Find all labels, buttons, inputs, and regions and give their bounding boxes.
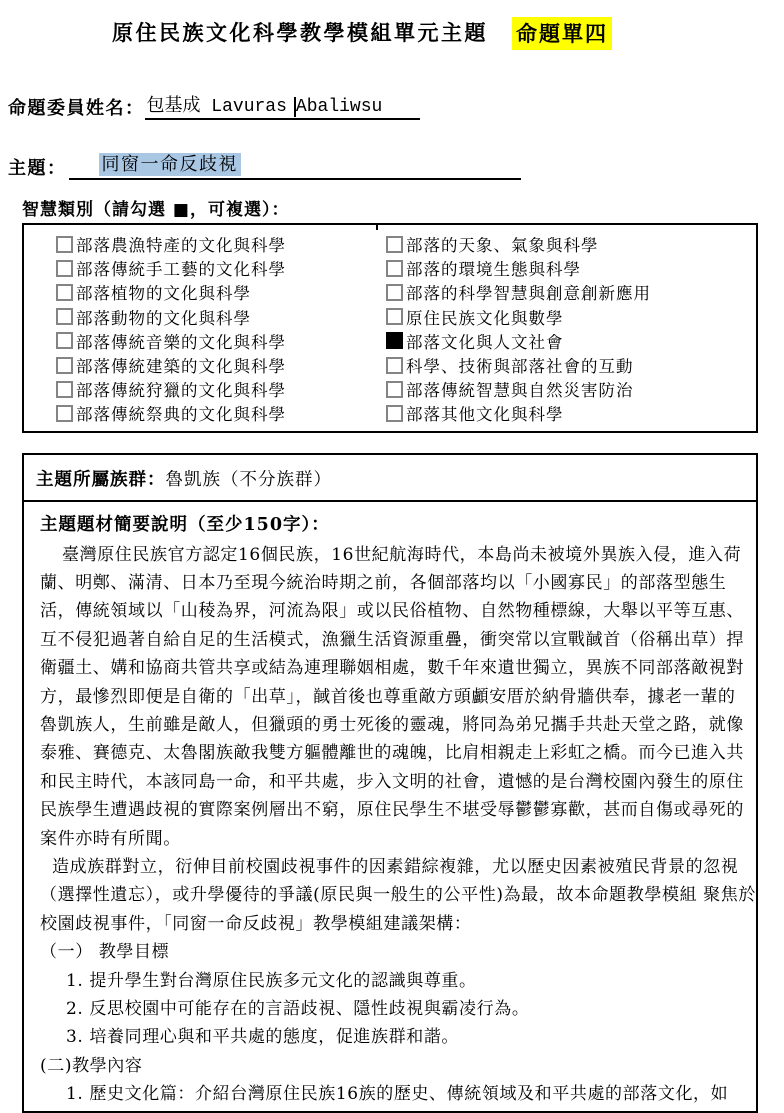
column-divider-tick	[376, 225, 378, 230]
category-grid	[24, 232, 756, 426]
checkbox-item[interactable]	[56, 305, 386, 329]
committee-name-part2: Abaliwsu	[295, 97, 383, 117]
checkbox-unchecked-icon[interactable]	[56, 308, 73, 325]
checkbox-item-label: 部落農漁特產的文化與科學	[76, 236, 286, 256]
description-line: (二)教學內容	[40, 1055, 143, 1076]
checkbox-item-label: 部落植物的文化與科學	[76, 284, 251, 304]
unit-badge: 命題單四	[512, 17, 612, 50]
checkbox-unchecked-icon[interactable]	[56, 332, 73, 349]
details-box	[22, 453, 758, 1113]
checkbox-item[interactable]	[56, 377, 386, 401]
description-line: 衛疆土、媾和協商共管共享或結為連理聯姻相處，數千年來遺世獨立，異族不同部落敵視對	[40, 658, 744, 679]
checkbox-item-label: 部落的科學智慧與創意創新應用	[406, 284, 651, 304]
category-box	[22, 223, 758, 433]
checkbox-item-label: 部落的環境生態與科學	[406, 260, 581, 280]
checkbox-item-label: 部落傳統音樂的文化與科學	[76, 332, 286, 352]
description-line: （選擇性遺忘），或升學優待的爭議(原民與一般生的公平性)為最，故本命題教學模組 聚焦於	[40, 885, 756, 906]
checkbox-item-label: 部落文化與人文社會	[406, 332, 564, 352]
description-section	[24, 502, 756, 1111]
checkbox-item[interactable]	[386, 280, 756, 304]
description-line: 魯凱族人，生前雖是敵人，但獵頭的勇士死後的靈魂，將同為弟兄攜手共赴天堂之路，就像	[40, 714, 744, 735]
description-line: 臺灣原住民族官方認定16個民族，16世紀航海時代，本島尚未被境外異族入侵，進入荷	[62, 544, 742, 565]
description-line: 蘭、明鄭、滿清、日本乃至現今統治時期之前，各個部落均以「小國寡民」的部落型態生	[40, 572, 727, 593]
description-label: 主題題材簡要說明（至少150字）：	[40, 514, 330, 535]
topic-field[interactable]	[69, 150, 521, 180]
description-line: 和民主時代，本該同島一命，和平共處，步入文明的社會，遺憾的是台灣校園內發生的原住	[40, 771, 744, 792]
title-row	[0, 0, 754, 50]
page-title: 原住民族文化科學教學模組單元主題	[112, 20, 488, 45]
topic-label: 主題：	[8, 158, 67, 179]
topic-value-selected: 同窗一命反歧視	[99, 153, 242, 176]
checkbox-unchecked-icon[interactable]	[386, 284, 403, 301]
group-value: 魯凱族（不分族群）	[165, 469, 332, 490]
checkbox-item-label: 原住民族文化與數學	[406, 308, 564, 328]
group-row	[24, 455, 756, 502]
checkbox-item[interactable]	[386, 232, 756, 256]
group-label: 主題所屬族群：	[36, 469, 166, 490]
checkbox-item[interactable]	[386, 377, 756, 401]
description-line: （一） 教學目標	[40, 942, 170, 963]
checkbox-item[interactable]	[386, 401, 756, 425]
checkbox-item-label: 部落傳統建築的文化與科學	[76, 357, 286, 377]
checkbox-item[interactable]	[56, 401, 386, 425]
checkbox-item[interactable]	[386, 256, 756, 280]
checkbox-unchecked-icon[interactable]	[56, 357, 73, 374]
committee-name-label: 命題委員姓名：	[8, 98, 145, 119]
description-line: 1. 歷史文化篇：介紹台灣原住民族16族的歷史、傳統領域及和平共處的部落文化，如	[66, 1084, 729, 1105]
checkbox-unchecked-icon[interactable]	[386, 381, 403, 398]
checkbox-item[interactable]	[56, 353, 386, 377]
checkbox-unchecked-icon[interactable]	[56, 381, 73, 398]
checkbox-item-label: 部落傳統祭典的文化與科學	[76, 405, 286, 425]
checkbox-item[interactable]	[56, 256, 386, 280]
checkbox-unchecked-icon[interactable]	[56, 260, 73, 277]
checkbox-item[interactable]	[386, 305, 756, 329]
checkbox-item-label: 部落傳統手工藝的文化科學	[76, 260, 286, 280]
checkbox-item-label: 部落其他文化與科學	[406, 405, 564, 425]
category-header: 智慧類別（請勾選 ■，可複選）：	[22, 200, 290, 220]
checkbox-item-label: 部落動物的文化與科學	[76, 308, 251, 328]
checkbox-unchecked-icon[interactable]	[56, 405, 73, 422]
checkbox-item[interactable]	[386, 353, 756, 377]
description-line: 民族學生遭遇歧視的實際案例層出不窮，原住民學生不堪受辱鬱鬱寡歡，甚而自傷或尋死的	[40, 800, 744, 821]
checkbox-unchecked-icon[interactable]	[386, 405, 403, 422]
checkbox-unchecked-icon[interactable]	[386, 308, 403, 325]
description-lines	[40, 541, 756, 1109]
checkbox-unchecked-icon[interactable]	[386, 357, 403, 374]
checkbox-item-label: 部落傳統智慧與自然災害防治	[406, 381, 634, 401]
description-line: 2. 反思校園中可能存在的言語歧視、隱性歧視與霸凌行為。	[66, 999, 530, 1019]
checkbox-item-label: 部落的天象、氣象與科學	[406, 236, 599, 256]
checkbox-item-label: 科學、技術與部落社會的互動	[406, 357, 634, 377]
committee-row	[8, 91, 784, 120]
category-column-right	[386, 232, 756, 426]
checkbox-item[interactable]	[56, 329, 386, 353]
committee-name-field[interactable]	[145, 91, 421, 120]
checkbox-item-label: 部落傳統狩獵的文化與科學	[76, 381, 286, 401]
description-line: 造成族群對立，衍伸目前校園歧視事件的因素錯綜複雜，尤以歷史因素被殖民背景的忽視	[52, 856, 739, 877]
checkbox-unchecked-icon[interactable]	[386, 260, 403, 277]
checkbox-unchecked-icon[interactable]	[56, 284, 73, 301]
description-line: 案件亦時有所聞。	[40, 828, 181, 849]
description-line: 互不侵犯過著自給自足的生活模式，漁獵生活資源重疊，衝突常以宣戰馘首（俗稱出草）捍	[40, 629, 744, 650]
description-line: 1. 提升學生對台灣原住民族多元文化的認識與尊重。	[66, 970, 477, 991]
checkbox-item[interactable]	[56, 232, 386, 256]
checkbox-checked-icon[interactable]	[386, 332, 403, 349]
category-column-left	[24, 232, 386, 426]
description-line: 方，最慘烈即便是自衛的「出草」，馘首後也尊重敵方頭顱安厝於納骨牆供奉，據老一輩的	[40, 686, 736, 707]
description-line: 校園歧視事件，「同窗一命反歧視」教學模組建議架構：	[40, 913, 472, 934]
checkbox-unchecked-icon[interactable]	[386, 236, 403, 253]
checkbox-item[interactable]	[386, 329, 756, 353]
description-line: 活，傳統領域以「山稜為界，河流為限」或以民俗植物、自然物種標線，大舉以平等互惠、	[40, 601, 744, 622]
topic-row	[8, 150, 784, 180]
checkbox-unchecked-icon[interactable]	[56, 236, 73, 253]
description-line: 泰雅、賽德克、太魯閣族敵我雙方軀體離世的魂魄，比肩相親走上彩虹之橋。而今已進入共	[40, 743, 744, 764]
committee-name-part1: 包基成 Lavuras	[146, 97, 287, 117]
description-line: 3. 培養同理心與和平共處的態度，促進族群和諧。	[66, 1027, 460, 1048]
checkbox-item[interactable]	[56, 280, 386, 304]
